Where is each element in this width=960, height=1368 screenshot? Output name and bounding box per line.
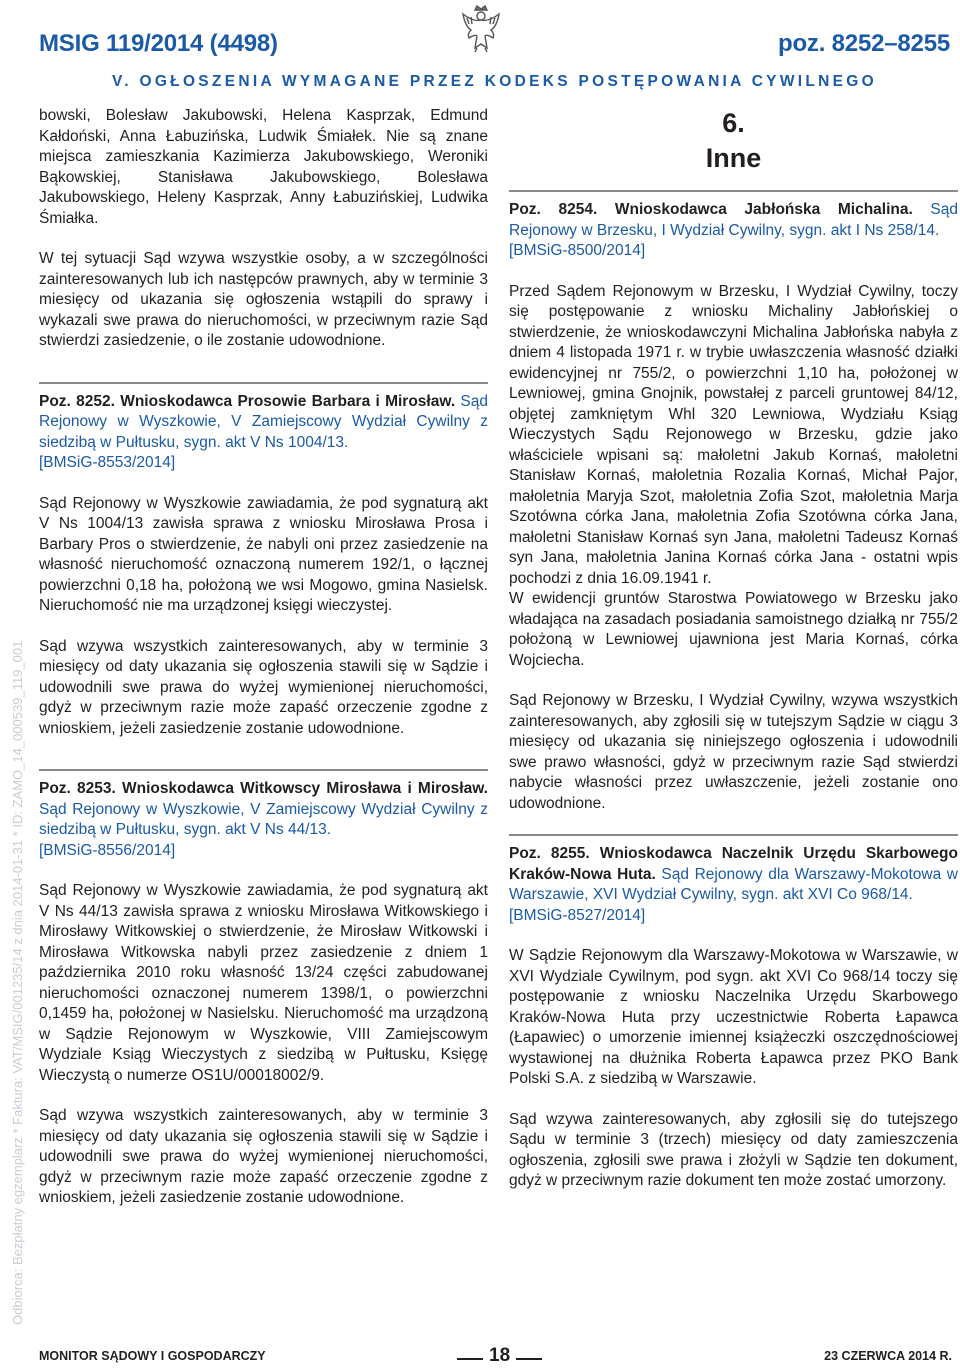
court-name: Sąd Rejonowy w Wyszkowie, V Zamiejscowy Wydział Cywilny z siedzibą w Pułtusku, sygn. akt V Ns 1004/13. bbox=[39, 392, 488, 451]
page-number: 18 bbox=[489, 1345, 511, 1366]
entry-title: Poz. 8252. Wnioskodawca Prosowie Barbara i Mirosław. bbox=[39, 392, 456, 410]
section-title: Inne bbox=[705, 143, 762, 173]
court-name: Sąd Rejonowy w Brzesku, I Wydział Cywilny, sygn. akt I Ns 258/14. bbox=[509, 201, 958, 239]
right-column bbox=[509, 106, 958, 1192]
entry-title: Poz. 8255. Wnioskodawca Naczelnik Urzędu Skarbowego Kraków-Nowa Huta. bbox=[509, 845, 958, 883]
positions-range: poz. 8252–8255 bbox=[778, 30, 950, 57]
paragraph: Sąd wzywa wszystkich zainteresowanych, aby w terminie 3 miesięcy od daty ukazania się ogłoszenia stawili się w Sądzie i udowodnili swe prawa do wyżej wymienionej nieruchomości, gdyż w przeciwnym razie może zapaść orzeczenie zgodne z wnioskiem, jeżeli zasiedzenie zostanie udowodnione. bbox=[39, 1107, 488, 1206]
paragraph: Przed Sądem Rejonowym w Brzesku, I Wydział Cywilny, toczy się postępowanie z wniosku Michaliny Jabłońskiej o stwierdzenie, że wnioskodawczyni Michalina Jabłońska nabyła z dniem 4 listopada 1971 r. w trybie uwłaszczenia własność działki ewidencyjnej nr 755/2, o powierzchni 1,10 ha, położonej w Lewniowej, gmina Gnojnik, powstałej z parceli gruntowej 84/12, objętej zamkniętym Whl 320 Lewniowa, Wydziału Ksiąg Wieczystych Sądu Rejonowego w Brzesku, gdzie jako właściciele wpisani są: małoletni Jakub Kornaś, małoletni Stanisław Kornaś, małoletnia Rozalia Kornaś, Michał Pajor, małoletnia Maryja Szot, małoletnia Zofia Szot, małoletnia Marja Szotówna córka Jana, małoletnia Zofia Szotówna córka Jana, małoletni Stanisław Kornaś syn Jana, małoletni Tadeusz Kornaś syn Jana, małoletnia Janina Kornaś córka Jana - ostatni wpis pochodzi z dnia 16.09.1941 r. bbox=[509, 282, 958, 587]
paragraph: Sąd Rejonowy w Brzesku, I Wydział Cywilny, wzywa wszystkich zainteresowanych, aby zgłosili się w tutejszym Sądzie w ciągu 3 miesięcy od ukazania się niniejszego ogłoszenia i udowodnili swe prawo własności, gdyż w przeciwnym razie Sąd stwierdzi nabycie własności przez uwłaszczenie, jeżeli zostanie ono udowodnione. bbox=[509, 692, 958, 812]
journal-issue-title: MSIG 119/2014 (4498) bbox=[39, 30, 278, 57]
entry-8255-header bbox=[509, 844, 958, 926]
footer-date: 23 CZERWCA 2014 R. bbox=[824, 1349, 952, 1363]
court-name: Sąd Rejonowy dla Warszawy-Mokotowa w Warszawie, XVI Wydział Cywilny, sygn. akt XVI Co 968/14. bbox=[509, 865, 958, 903]
paragraph: W ewidencji gruntów Starostwa Powiatowego w Brzesku jako władająca na zasadach posiadania samoistnego działką nr 755/2 położoną w Lewniowej ujawniona jest Maria Kornaś, córka Wojciecha. bbox=[509, 590, 958, 669]
paragraph: Sąd wzywa zainteresowanych, aby zgłosili się do tutejszego Sądu w terminie 3 (trzech) miesięcy od daty zamieszczenia ogłoszenia, zgłosili swe prawa i złożyli w Sądzie ten dokument, gdyż w przeciwnym razie dokument ten może zostać umorzony. bbox=[509, 1110, 958, 1189]
side-watermark: Odbiorca: Bezpłatny egzemplarz * Faktura: VAT/MSIG/001235/14 z dnia 2014-01-31 * ID: ZAMO_14_000539_119_001 bbox=[10, 640, 25, 1325]
entry-8253-header bbox=[39, 779, 488, 861]
left-column bbox=[39, 106, 488, 1209]
reference-code: [BMSiG-8553/2014] bbox=[39, 454, 176, 471]
reference-code: [BMSiG-8527/2014] bbox=[509, 906, 646, 924]
court-name: Sąd Rejonowy w Wyszkowie, V Zamiejscowy Wydział Cywilny z siedzibą w Pułtusku, sygn. akt V Ns 44/13. bbox=[39, 800, 488, 838]
section-number: 6. bbox=[722, 108, 745, 138]
paragraph: W Sądzie Rejonowym dla Warszawy-Mokotowa w Warszawie, w XVI Wydziale Cywilnym, pod sygn. akt XVI Co 968/14 toczy się postępowanie z wniosku Naczelnika Urzędu Skarbowego Kraków-Nowa Huta przy uczestnictwie Roberta Łapawca (Łapawiec) o umorzenie imiennej książeczki oszczędnościowej wystawionej na dłużnika Roberta Łapawca przez PKO Bank Polski S.A. z siedzibą w Warszawie. bbox=[509, 947, 958, 1087]
footer-dash-right bbox=[516, 1358, 542, 1360]
paragraph: Sąd Rejonowy w Wyszkowie zawiadamia, że pod sygnaturą akt V Ns 1004/13 zawisła sprawa z wniosku Mirosława Prosa i Barbary Pros o stwierdzenie, że nabyli oni przez zasiedzenie na własność nieruchomość oznaczoną numerem 192/1, o łącznej powierzchni 0,18 ha, położoną we wsi Mogowo, gmina Nasielsk. Nieruchomość nie ma urządzonej księgi wieczystej. bbox=[39, 494, 488, 614]
section-heading: V. OGŁOSZENIA WYMAGANE PRZEZ KODEKS POSTĘPOWANIA CYWILNEGO bbox=[112, 73, 877, 90]
paragraph: Sąd Rejonowy w Wyszkowie zawiadamia, że pod sygnaturą akt V Ns 44/13 zawisła sprawa z wniosku Mirosława Witkowskiego i Mirosławy Witkowskiej o stwierdzenie, że Mirosław Witkowski i Mirosława Witkowska nabyli przez zasiedzenie z dniem 1 października 2010 roku własność 13/24 części zabudowanej nieruchomości oznaczonej numerem 1398/1, o powierzchni 0,1459 ha, położonej w Nasielsku. Nieruchomość ma urządzoną w Sądzie Rejonowym w Wyszkowie, VIII Zamiejscowym Wydziale Ksiąg Wieczystych z siedzibą w Pułtusku, Księgę Wieczystą o numerze OS1U/00018002/9. bbox=[39, 882, 488, 1084]
footer-publication-name: MONITOR SĄDOWY I GOSPODARCZY bbox=[39, 1349, 266, 1363]
entry-title: Poz. 8254. Wnioskodawca Jabłońska Michalina. bbox=[509, 201, 913, 218]
reference-code: [BMSiG-8500/2014] bbox=[509, 242, 646, 259]
paragraph: bowski, Bolesław Jakubowski, Helena Kasprzak, Edmund Kałdoński, Anna Łabuzińska, Ludwik Śmiałek. Nie są znane miejsca zamieszkania Kazimierza Jakubowskiego, Weroniki Bąkowskiej, Stanisława Jakubowskiego, Bolesława Jakubowskiego, Heleny Kasprzak, Anny Łabuzińskiej, Ludwika Śmiałka. bbox=[39, 107, 488, 227]
reference-code: [BMSiG-8556/2014] bbox=[39, 841, 176, 859]
entry-8252-header bbox=[39, 392, 488, 474]
paragraph: W tej sytuacji Sąd wzywa wszystkie osoby, a w szczególności zainteresowanych lub ich następców prawnych, aby w terminie 3 miesięcy od ukazania się ogłoszenia wstąpili do sprawy i wykazali swe prawa do nieruchomości, w przeciwnym razie Sąd stwierdzi zasiedzenie, o ile zostanie udowodnione. bbox=[39, 250, 488, 349]
footer-dash-left bbox=[457, 1358, 483, 1360]
paragraph: Sąd wzywa wszystkich zainteresowanych, aby w terminie 3 miesięcy od daty ukazania się ogłoszenia stawili się w Sądzie i udowodnili swe prawa do wyżej wymienionej nieruchomości, gdyż w przeciwnym razie może zapaść orzeczenie zgodne z wnioskiem, jeżeli zasiedzenie zostanie udowodnione. bbox=[39, 637, 488, 737]
entry-8254-header bbox=[509, 200, 958, 262]
entry-title: Poz. 8253. Wnioskodawca Witkowscy Mirosława i Mirosław. bbox=[39, 780, 488, 797]
polish-eagle-emblem-icon bbox=[459, 4, 503, 54]
